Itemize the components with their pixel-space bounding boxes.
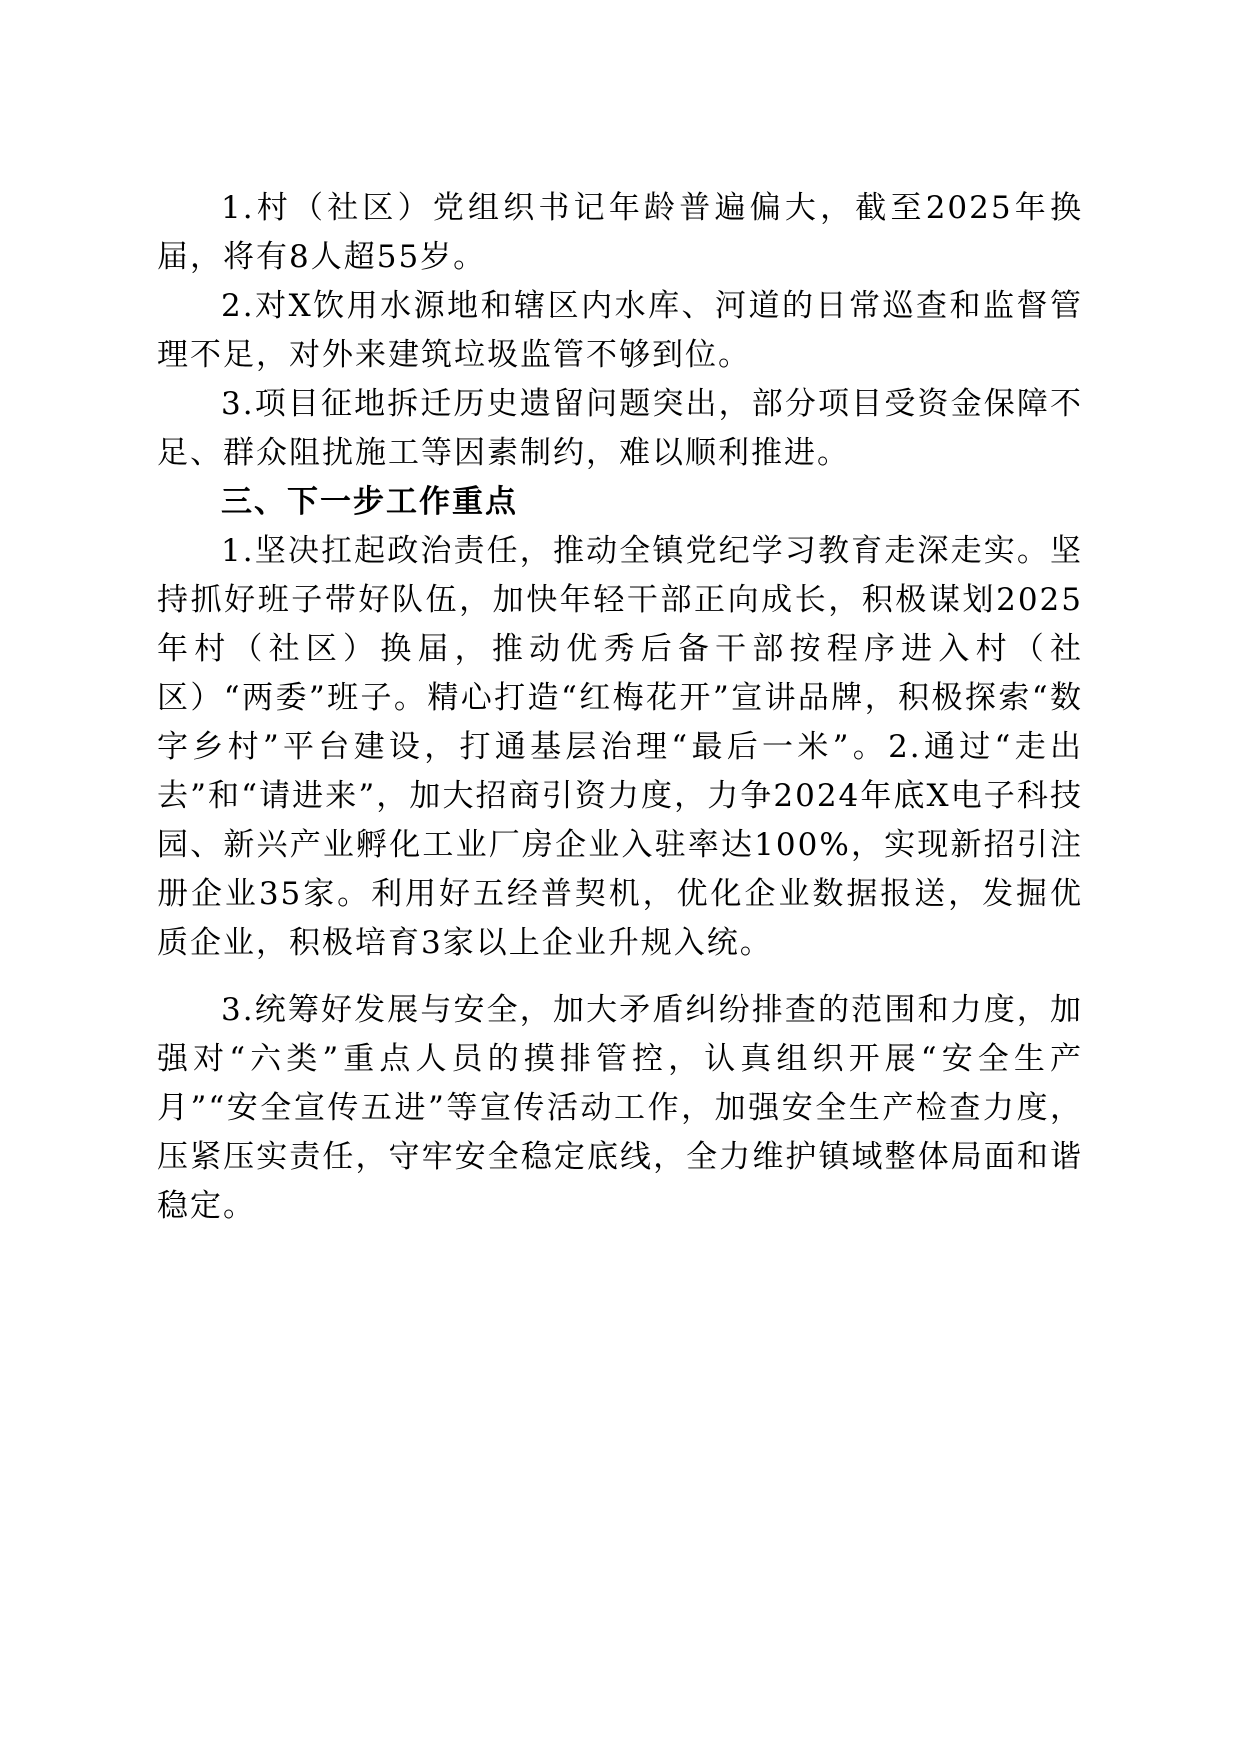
plan-paragraph-2: 3.统筹好发展与安全，加大矛盾纠纷排查的范围和力度，加强对“六类”重点人员的摸排管控，认真组织开展“安全生产月”“安全宣传五进”等宣传活动工作，加强安全生产检查力度，压紧压实责任，守牢安全稳定底线，全力维护镇域整体局面和谐稳定。 [157, 992, 1083, 1224]
issue-paragraph-2: 2.对X饮用水源地和辖区内水库、河道的日常巡查和监督管理不足，对外来建筑垃圾监管不够到位。 [157, 288, 1083, 373]
section-heading: 三、下一步工作重点 [221, 484, 518, 520]
issue-paragraph-1: 1.村（社区）党组织书记年龄普遍偏大，截至2025年换届，将有8人超55岁。 [157, 190, 1083, 275]
issue-paragraph-3: 3.项目征地拆迁历史遗留问题突出，部分项目受资金保障不足、群众阻扰施工等因素制约，难以顺利推进。 [157, 386, 1083, 471]
plan-paragraph-1: 1.坚决扛起政治责任，推动全镇党纪学习教育走深走实。坚持抓好班子带好队伍，加快年轻干部正向成长，积极谋划2025年村（社区）换届，推动优秀后备干部按程序进入村（社区）“两委”班子。精心打造“红梅花开”宣讲品牌，积极探索“数字乡村”平台建设，打通基层治理“最后一米”。2.通过“走出去”和“请进来”，加大招商引资力度，力争2024年底X电子科技园、新兴产业孵化工业厂房企业入驻率达100%，实现新招引注册企业35家。利用好五经普契机，优化企业数据报送，发掘优质企业，积极培育3家以上企业升规入统。 [157, 533, 1083, 961]
document-body [157, 184, 1083, 1231]
